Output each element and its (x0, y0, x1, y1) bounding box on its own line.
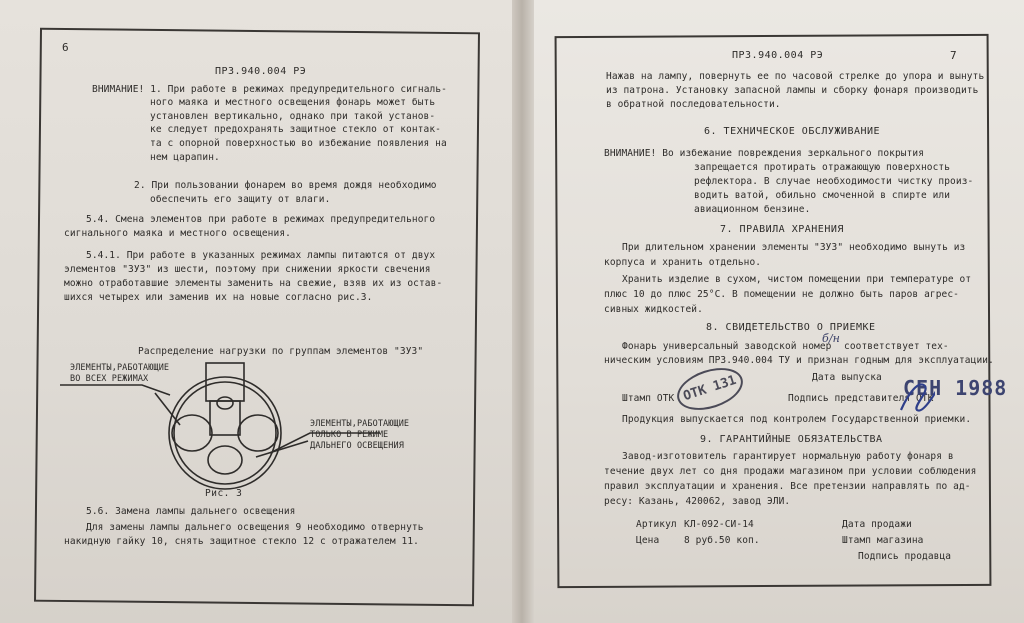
article-label: Артикул (636, 519, 677, 530)
s8-line: Дата выпуска (812, 372, 882, 383)
right-line: Нажав на лампу, повернуть ее по часовой стрелке до упора и вынуть (606, 71, 985, 82)
right-line: в обратной последовательности. (606, 99, 781, 110)
s6-line: запрещается протирать отражающую поверхность (694, 162, 951, 173)
section-9-title: 9. ГАРАНТИЙНЫЕ ОБЯЗАТЕЛЬСТВА (700, 434, 883, 445)
sale-date-label: Дата продажи (842, 519, 912, 530)
s6-line: рефлектора. В случае необходимости чистку произ- (694, 176, 974, 187)
left-page-header: ПРЗ.940.004 РЭ (215, 66, 307, 77)
price-label: Цена (636, 535, 660, 546)
right-page-header: ПРЗ.940.004 РЭ (732, 50, 824, 61)
s6-line: водить ватой, обильно смоченной в спирте или (694, 190, 951, 201)
otk-stamp: ОТК 131 (672, 360, 748, 417)
s7-line: корпуса и хранить отдельно. (604, 257, 762, 268)
price-value: 8 руб.50 коп. (684, 535, 760, 546)
section-5-6-title: 5.6. Замена лампы дальнего освещения (86, 506, 296, 517)
s8-line: соответствует тех- (844, 341, 949, 352)
battery-diagram (60, 355, 390, 490)
s7-line: сивных жидкостей. (604, 304, 703, 315)
left-line: элементов "ЗУЗ" из шести, поэтому при снижении яркости свечения (64, 264, 431, 275)
s8-line: Фонарь универсальный заводской номер (622, 341, 832, 352)
label-all-modes-2: ВО ВСЕХ РЕЖИМАХ (70, 374, 149, 384)
s9-line: Завод-изготовитель гарантирует нормальную работу фонаря в (622, 451, 954, 462)
left-line: ке следует предохранять защитное стекло от контак- (150, 124, 441, 135)
s7-line: плюс 10 до плюс 25°С. В помещении не должно быть паров агрес- (604, 289, 959, 300)
page-fold (512, 0, 534, 623)
figure-caption: Распределение нагрузки по группам элементов "ЗУЗ" (138, 346, 424, 357)
left-line: нем царапин. (150, 152, 220, 163)
seller-sign-label: Подпись продавца (858, 551, 952, 562)
s9-line: течение двух лет со дня продажи магазином при условии соблюдения (604, 466, 977, 477)
section-8-title: 8. СВИДЕТЕЛЬСТВО О ПРИЕМКЕ (706, 322, 876, 333)
left-line: 5.4. Смена элементов при работе в режимах предупредительного (86, 214, 436, 225)
left-line: ВНИМАНИЕ! 1. При работе в режимах предупредительного сигналь- (92, 84, 447, 95)
left-tail-line: Для замены лампы дальнего освещения 9 необходимо отвернуть (86, 522, 424, 533)
left-line: ного маяка и местного освещения фонарь может быть (150, 97, 436, 108)
serial-handwritten: б/н (822, 332, 840, 345)
label-all-modes-1: ЭЛЕМЕНТЫ,РАБОТАЮЩИЕ (70, 363, 170, 373)
shop-stamp-label: Штамп магазина (842, 535, 924, 546)
right-page-number: 7 (950, 49, 957, 62)
left-line: 5.4.1. При работе в указанных режимах лампы питаются от двух (86, 250, 436, 261)
section-7-title: 7. ПРАВИЛА ХРАНЕНИЯ (720, 224, 844, 235)
s6-line: авиационном бензине. (694, 204, 811, 215)
left-page-number: 6 (62, 41, 69, 54)
s8-line: ническим условиям ПРЗ.940.004 ТУ и признан годным для эксплуатации. (604, 355, 994, 366)
left-line: сигнального маяка и местного освещения. (64, 228, 291, 239)
figure-number: Рис. 3 (205, 488, 243, 499)
section-6-title: 6. ТЕХНИЧЕСКОЕ ОБСЛУЖИВАНИЕ (704, 126, 881, 137)
s8-line: Штамп ОТК (622, 393, 675, 404)
left-line: обеспечить его защиту от влаги. (150, 194, 331, 205)
label-long-range-3: ДАЛЬНЕГО ОСВЕЩЕНИЯ (310, 441, 404, 451)
left-line: шихся четырех или заменив их на новые согласно рис.3. (64, 292, 373, 303)
article-value: КЛ-092-СИ-14 (684, 519, 754, 530)
signature-icon (895, 372, 935, 412)
s8-line: Подпись представителя ОТК (788, 393, 934, 404)
s7-line: Хранить изделие в сухом, чистом помещении при температуре от (622, 274, 972, 285)
s8-line: Продукция выпускается под контролем Государственной приемки. (622, 414, 972, 425)
s9-line: правил эксплуатации и хранения. Все претензии направлять по ад- (604, 481, 971, 492)
left-line: можно отработавшие элементы заменить на свежие, взяв их из остав- (64, 278, 443, 289)
left-tail-line: накидную гайку 10, снять защитное стекло 12 с отражателем 11. (64, 536, 419, 547)
label-long-range-1: ЭЛЕМЕНТЫ,РАБОТАЮЩИЕ (310, 419, 410, 429)
label-long-range-2: ТОЛЬКО В РЕЖИМЕ (310, 430, 389, 440)
left-line: 2. При пользовании фонарем во время дождя необходимо (134, 180, 437, 191)
s9-line: ресу: Казань, 420062, завод ЭЛИ. (604, 496, 791, 507)
s6-line: ВНИМАНИЕ! Во избежание повреждения зеркального покрытия (604, 148, 925, 159)
right-line: из патрона. Установку запасной лампы и сборку фонаря производить (606, 85, 979, 96)
left-line: установлен вертикально, однако при такой установ- (150, 111, 436, 122)
left-line: та с опорной поверхностью во избежание появления на (150, 138, 447, 149)
s7-line: При длительном хранении элементы "ЗУЗ" необходимо вынуть из (622, 242, 966, 253)
date-stamp: СЕН 1988 (903, 376, 1008, 400)
